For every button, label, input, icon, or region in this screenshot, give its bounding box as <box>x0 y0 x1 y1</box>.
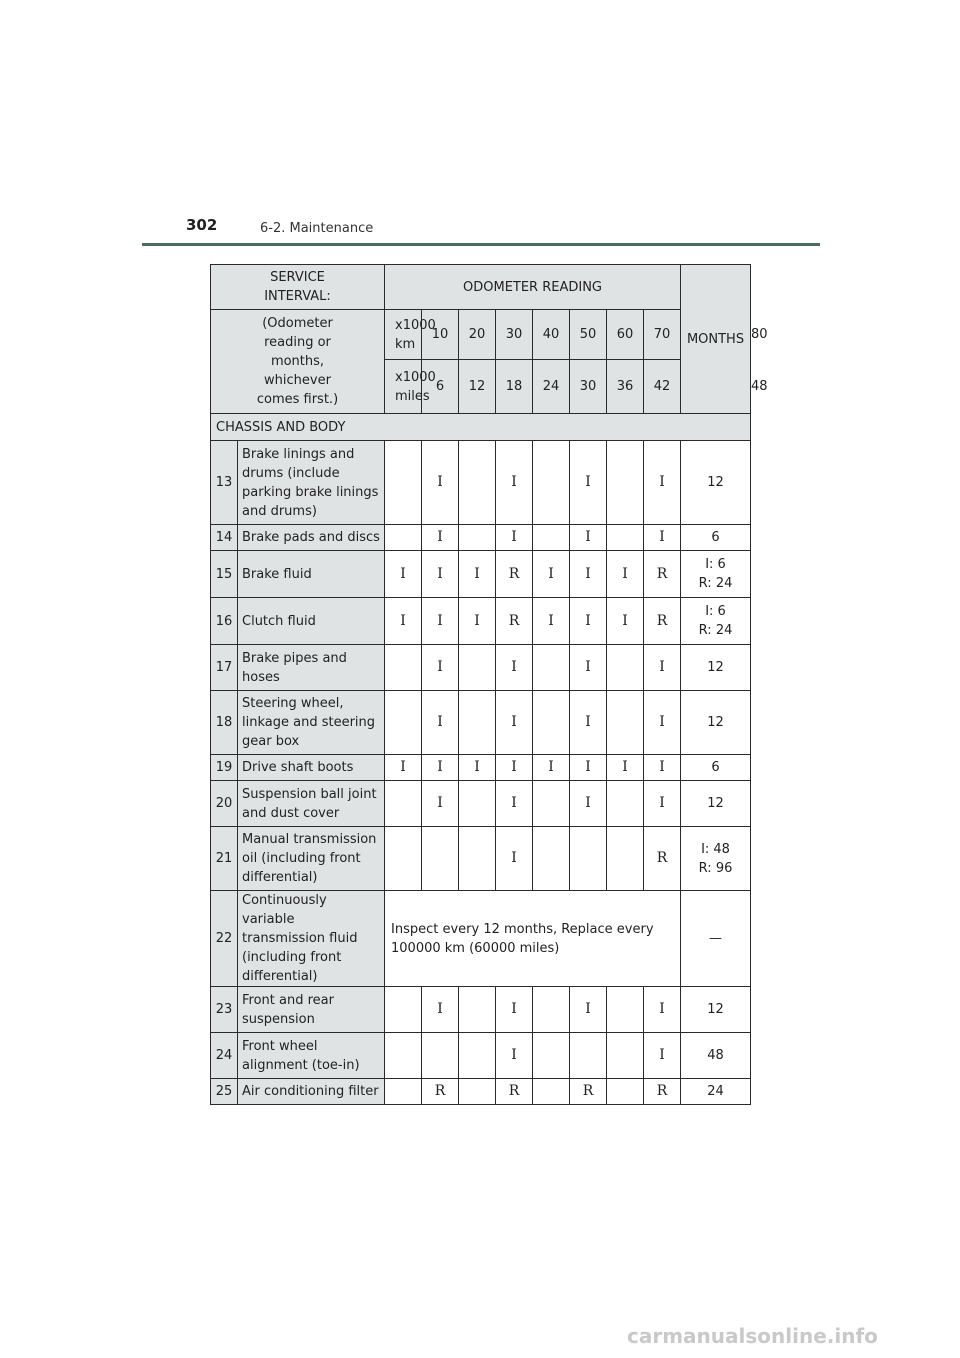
service-mark <box>570 1033 607 1079</box>
months-value <box>681 891 751 987</box>
service-mark: R <box>496 598 533 645</box>
mile-value: 12 <box>459 360 496 414</box>
service-mark: I <box>533 598 570 645</box>
service-mark <box>459 827 496 891</box>
item-name: Front and rear suspension <box>238 987 385 1033</box>
service-mark: I <box>422 781 459 827</box>
service-mark <box>533 645 570 691</box>
item-number: 20 <box>211 781 238 827</box>
table-row <box>211 691 751 755</box>
table-row <box>211 781 751 827</box>
service-mark <box>533 691 570 755</box>
service-mark: I <box>422 645 459 691</box>
km-value: 60 <box>607 310 644 360</box>
service-mark: I <box>496 755 533 781</box>
service-mark <box>607 441 644 525</box>
table-row <box>211 551 751 598</box>
table-row <box>211 755 751 781</box>
months-value <box>681 1079 751 1105</box>
mile-value: 6 <box>422 360 459 414</box>
item-name: Continuously variable transmission fluid (including front differential) <box>238 891 385 987</box>
service-mark: I <box>644 441 681 525</box>
service-mark <box>533 1033 570 1079</box>
service-mark: I <box>644 691 681 755</box>
item-number: 14 <box>211 525 238 551</box>
item-name: Brake fluid <box>238 551 385 598</box>
service-mark: I <box>533 755 570 781</box>
service-mark: I <box>607 598 644 645</box>
item-name: Front wheel alignment (toe-in) <box>238 1033 385 1079</box>
service-mark: I <box>496 691 533 755</box>
item-name: Clutch fluid <box>238 598 385 645</box>
service-mark: I <box>570 691 607 755</box>
item-name: Suspension ball joint and dust cover <box>238 781 385 827</box>
service-mark: R <box>644 598 681 645</box>
service-mark: R <box>644 551 681 598</box>
service-mark <box>607 781 644 827</box>
service-mark <box>607 1079 644 1105</box>
service-mark: I <box>644 645 681 691</box>
service-mark <box>459 1079 496 1105</box>
service-mark: I <box>570 987 607 1033</box>
item-number: 18 <box>211 691 238 755</box>
service-mark: R <box>644 1079 681 1105</box>
service-mark: I <box>496 645 533 691</box>
service-mark: I <box>459 598 496 645</box>
service-mark <box>607 691 644 755</box>
interval-note: Inspect every 12 months, Replace every 100000 km (60000 miles) <box>385 891 681 987</box>
item-number: 21 <box>211 827 238 891</box>
months-line: 12 <box>707 660 724 675</box>
months-line: 6 <box>711 760 720 775</box>
item-number: 16 <box>211 598 238 645</box>
months-line: 12 <box>707 475 724 490</box>
km-value: 10 <box>422 310 459 360</box>
km-value: 30 <box>496 310 533 360</box>
service-interval-header: SERVICE INTERVAL: <box>211 265 385 310</box>
service-mark: I <box>496 1033 533 1079</box>
table-row <box>211 827 751 891</box>
item-name: Brake linings and drums (include parking brake linings and drums) <box>238 441 385 525</box>
service-mark: I <box>459 551 496 598</box>
service-mark <box>385 691 422 755</box>
item-number: 25 <box>211 1079 238 1105</box>
months-value <box>681 598 751 645</box>
service-mark <box>533 781 570 827</box>
table-row <box>211 441 751 525</box>
months-value <box>681 827 751 891</box>
service-mark <box>459 525 496 551</box>
months-line: 48 <box>707 1048 724 1063</box>
item-number: 17 <box>211 645 238 691</box>
months-line: 6 <box>711 530 720 545</box>
table-row <box>211 987 751 1033</box>
months-value <box>681 645 751 691</box>
service-mark: I <box>533 551 570 598</box>
service-mark <box>570 827 607 891</box>
service-mark: I <box>385 551 422 598</box>
months-header: MONTHS <box>681 265 751 414</box>
months-line: R: 96 <box>698 860 733 876</box>
service-mark: R <box>496 551 533 598</box>
service-mark: I <box>644 1033 681 1079</box>
maintenance-schedule-table: SERVICE INTERVAL: ODOMETER READING MONTHS (Odometer reading or months, whichever comes first.) x1000 km 10 20 30 40 50 60 70 80 x1000 miles 6 12 18 24 30 36 42 48 CHASSIS AND BODY 13 Brake linings and drums (include parking brake linings and drums) I I I I 12 14 Brake pads and discs I I I I 6 15 Brake fluid I I I R I I I R I: 6 R: 24 16 Clutch fluid I I I R I I I R I: 6 R: 24 17 Brake pipes and hoses I I I I 12 18 Steering wheel, linkage and steering gear box I I I I 12 19 Drive shaft boots I I I I I I I I 6 20 Suspension ball joint and dust cover I I I I 12 21 Manual transmission oil (including front differential) I R I: 48 R: 96 22 Continuously variable transmission fluid (including front differential) Inspect every 12 months, Replace every 100000 km (60000 miles) — 23 Front and rear suspension I I I I 12 24 Front wheel alignment (toe-in) I I 48 25 Air conditioning filter R R R R 24 <box>210 264 751 1105</box>
service-mark <box>422 827 459 891</box>
item-number: 13 <box>211 441 238 525</box>
service-mark: I <box>496 987 533 1033</box>
service-mark <box>385 827 422 891</box>
service-mark <box>533 441 570 525</box>
service-mark: R <box>644 827 681 891</box>
months-value <box>681 781 751 827</box>
page-number: 302 <box>186 216 218 234</box>
service-mark: I <box>496 827 533 891</box>
service-mark: I <box>496 525 533 551</box>
months-value <box>681 755 751 781</box>
section-title: 6-2. Maintenance <box>260 221 374 236</box>
km-value: 40 <box>533 310 570 360</box>
service-mark <box>385 441 422 525</box>
km-value: 50 <box>570 310 607 360</box>
table-row <box>211 525 751 551</box>
service-mark: I <box>607 755 644 781</box>
service-mark: I <box>422 525 459 551</box>
item-number: 22 <box>211 891 238 987</box>
months-line: 12 <box>707 796 724 811</box>
months-value <box>681 691 751 755</box>
service-mark: I <box>644 525 681 551</box>
service-mark: I <box>459 755 496 781</box>
km-unit-label: x1000 km <box>385 310 422 360</box>
months-line: R: 24 <box>698 623 733 638</box>
service-mark <box>533 1079 570 1105</box>
service-mark <box>607 645 644 691</box>
service-mark <box>459 441 496 525</box>
service-mark: I <box>644 781 681 827</box>
service-mark <box>459 781 496 827</box>
service-mark <box>385 525 422 551</box>
mile-value: 42 <box>644 360 681 414</box>
service-mark <box>385 987 422 1033</box>
service-mark <box>533 525 570 551</box>
km-value: 20 <box>459 310 496 360</box>
service-mark: I <box>422 598 459 645</box>
service-mark: I <box>607 551 644 598</box>
months-line: 12 <box>707 1002 724 1017</box>
service-mark: I <box>570 781 607 827</box>
item-name: Steering wheel, linkage and steering gear box <box>238 691 385 755</box>
header-rule <box>142 243 820 246</box>
months-value <box>681 1033 751 1079</box>
months-line: 12 <box>707 715 724 730</box>
months-line: 24 <box>707 1084 724 1099</box>
service-mark: I <box>496 781 533 827</box>
service-mark: I <box>570 598 607 645</box>
service-mark <box>385 1079 422 1105</box>
service-mark: I <box>422 551 459 598</box>
item-name: Drive shaft boots <box>238 755 385 781</box>
item-name: Brake pipes and hoses <box>238 645 385 691</box>
service-mark <box>385 645 422 691</box>
service-mark: I <box>644 755 681 781</box>
mile-value: 18 <box>496 360 533 414</box>
months-line: R: 24 <box>698 576 733 591</box>
months-value <box>681 441 751 525</box>
service-mark <box>607 987 644 1033</box>
service-mark: I <box>385 598 422 645</box>
service-mark <box>459 645 496 691</box>
service-mark <box>607 525 644 551</box>
item-number: 23 <box>211 987 238 1033</box>
service-mark: I <box>422 987 459 1033</box>
service-mark <box>533 827 570 891</box>
service-mark <box>607 1033 644 1079</box>
months-value <box>681 525 751 551</box>
months-line: I: 48 <box>701 841 730 857</box>
months-line: — <box>709 931 723 946</box>
months-line: I: 6 <box>705 557 726 572</box>
service-mark <box>385 1033 422 1079</box>
service-mark: I <box>570 551 607 598</box>
item-name: Manual transmission oil (including front differential) <box>238 827 385 891</box>
months-value <box>681 987 751 1033</box>
table-row <box>211 1079 751 1105</box>
service-mark: I <box>385 755 422 781</box>
months-value <box>681 551 751 598</box>
watermark: carmanualsonline.info <box>627 1324 878 1348</box>
odometer-reading-header: ODOMETER READING <box>385 265 681 310</box>
odometer-note: (Odometer reading or months, whichever comes first.) <box>211 310 385 414</box>
service-mark <box>459 1033 496 1079</box>
service-mark: I <box>644 987 681 1033</box>
item-number: 19 <box>211 755 238 781</box>
service-mark: I <box>422 755 459 781</box>
item-name: Brake pads and discs <box>238 525 385 551</box>
section-label: CHASSIS AND BODY <box>211 414 751 441</box>
service-mark: I <box>422 691 459 755</box>
service-mark: I <box>570 755 607 781</box>
km-value: 70 <box>644 310 681 360</box>
item-number: 15 <box>211 551 238 598</box>
service-mark: I <box>570 441 607 525</box>
service-mark: I <box>496 441 533 525</box>
table-row <box>211 1033 751 1079</box>
service-mark: R <box>422 1079 459 1105</box>
service-mark <box>422 1033 459 1079</box>
service-mark <box>459 691 496 755</box>
service-mark <box>459 987 496 1033</box>
mile-value: 24 <box>533 360 570 414</box>
service-mark: I <box>422 441 459 525</box>
service-mark: R <box>570 1079 607 1105</box>
mile-value: 30 <box>570 360 607 414</box>
mile-value: 36 <box>607 360 644 414</box>
service-mark: R <box>496 1079 533 1105</box>
service-mark <box>385 781 422 827</box>
table-row <box>211 598 751 645</box>
service-mark <box>533 987 570 1033</box>
table-row <box>211 891 751 987</box>
item-name: Air conditioning filter <box>238 1079 385 1105</box>
service-mark: I <box>570 645 607 691</box>
months-line: I: 6 <box>705 604 726 619</box>
service-mark <box>607 827 644 891</box>
service-mark: I <box>570 525 607 551</box>
item-number: 24 <box>211 1033 238 1079</box>
table-row <box>211 645 751 691</box>
miles-unit-label: x1000 miles <box>385 360 422 414</box>
